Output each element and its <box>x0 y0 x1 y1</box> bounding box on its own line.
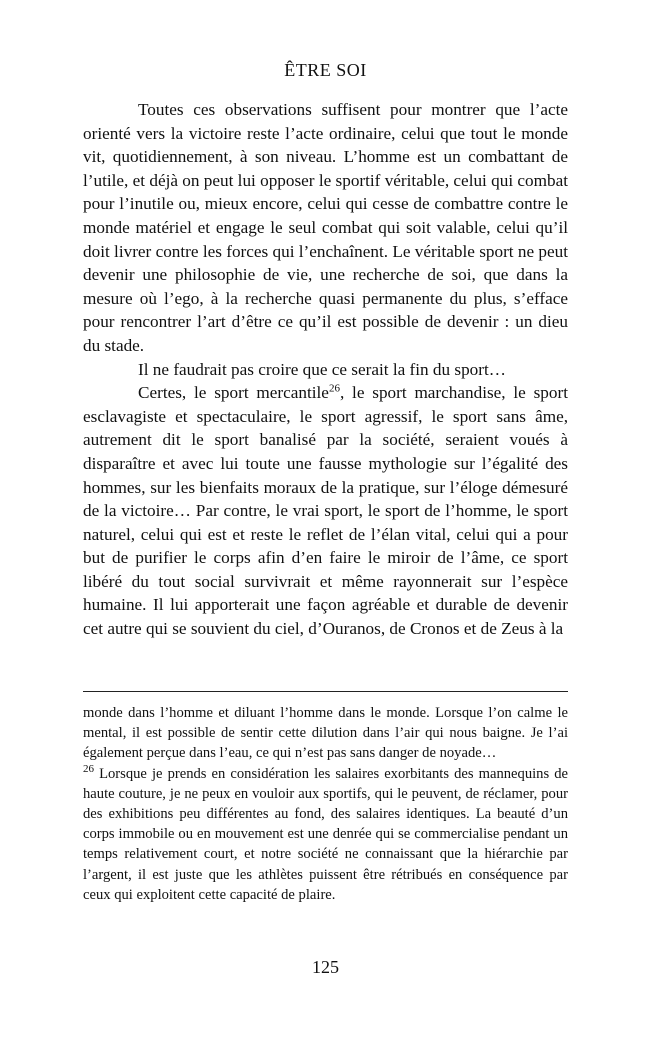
paragraph-2: Il ne faudrait pas croire que ce serait la fin du sport… <box>138 359 506 379</box>
book-page <box>83 0 568 1037</box>
footnote-26 <box>83 764 568 905</box>
footnote-ref-26[interactable]: 26 <box>328 382 340 395</box>
page-number: 125 <box>312 957 339 977</box>
footnotes <box>83 703 568 905</box>
footnote-separator <box>83 691 568 692</box>
paragraph-3 <box>83 381 568 641</box>
footnote-continued: monde dans l’homme et diluant l’homme dans le monde. Lorsque l’on calme le mental, il est possible de sentir cette dilution dans l’air qui nous baigne. Je l’ai également perçue dans l’eau, ce qui n’est pas sans danger de noyade… <box>83 705 568 762</box>
main-text <box>83 98 568 641</box>
footnote-26-text: Lorsque je prends en considération les salaires exorbitants des mannequins de haute couture, je ne peux en vouloir aux sportifs, qui le peuvent, de réclamer, pour des exhibitions peu différentes au fond, des salaires identiques. La beauté d’un corps immobile ou en mouvement est une denrée qui se commercialise pendant un temps relativement court, et notre société ne connaissant que la hiérarchie par l’argent, il est juste que les athlètes puissent être rétribués en conséquence par ceux qui exploitent cette capacité de plaire. <box>83 765 568 903</box>
paragraph-3-rest: , le sport marchandise, le sport esclavagiste et spectaculaire, le sport agressif, le sport sans âme, autrement dit le sport banalisé par la société, seraient voués à disparaître et avec lui toute une fausse mythologie sur l’égalité des hommes, sur les bienfaits moraux de la pratique, sur l’éloge démesuré de la victoire… Par contre, le vrai sport, le sport de l’homme, le sport naturel, celui qui est et reste le reflet de l’élan vital, celui qui a pour but de purifier le corps afin d’en faire le miroir de l’âme, ce sport libéré du tout social survivrait et même rayonnerait sur l’espèce humaine. Il lui apporterait une façon agréable et durable de devenir cet autre qui se souvient du ciel, d’Ouranos, de Cronos et de Zeus à la <box>83 383 568 639</box>
running-head-title: ÊTRE SOI <box>284 60 367 80</box>
paragraph-3-start: Certes, le sport mercantile <box>138 383 329 403</box>
footnote-26-number: 26 <box>83 762 94 775</box>
paragraph-1: Toutes ces observations suffisent pour montrer que l’acte orienté vers la victoire reste l’acte ordinaire, celui que tout le monde vit, quotidiennement, à son niveau. L’homme est un combattant de l’utile, et déjà on peut lui opposer le sportif véritable, celui qui combat pour l’inutile ou, mieux encore, celui qui cesse de combattre contre le monde matériel et engage le seul combat qui soit valable, celui qu’il doit livrer contre les forces qui l’enchaînent. Le véritable sport ne peut devenir une philosophie de vie, une recherche de soi, que dans la mesure où l’ego, à la recherche quasi permanente du plus, s’efface pour rencontrer l’art d’être ce qu’il est possible de devenir : un dieu du stade. <box>83 100 568 355</box>
